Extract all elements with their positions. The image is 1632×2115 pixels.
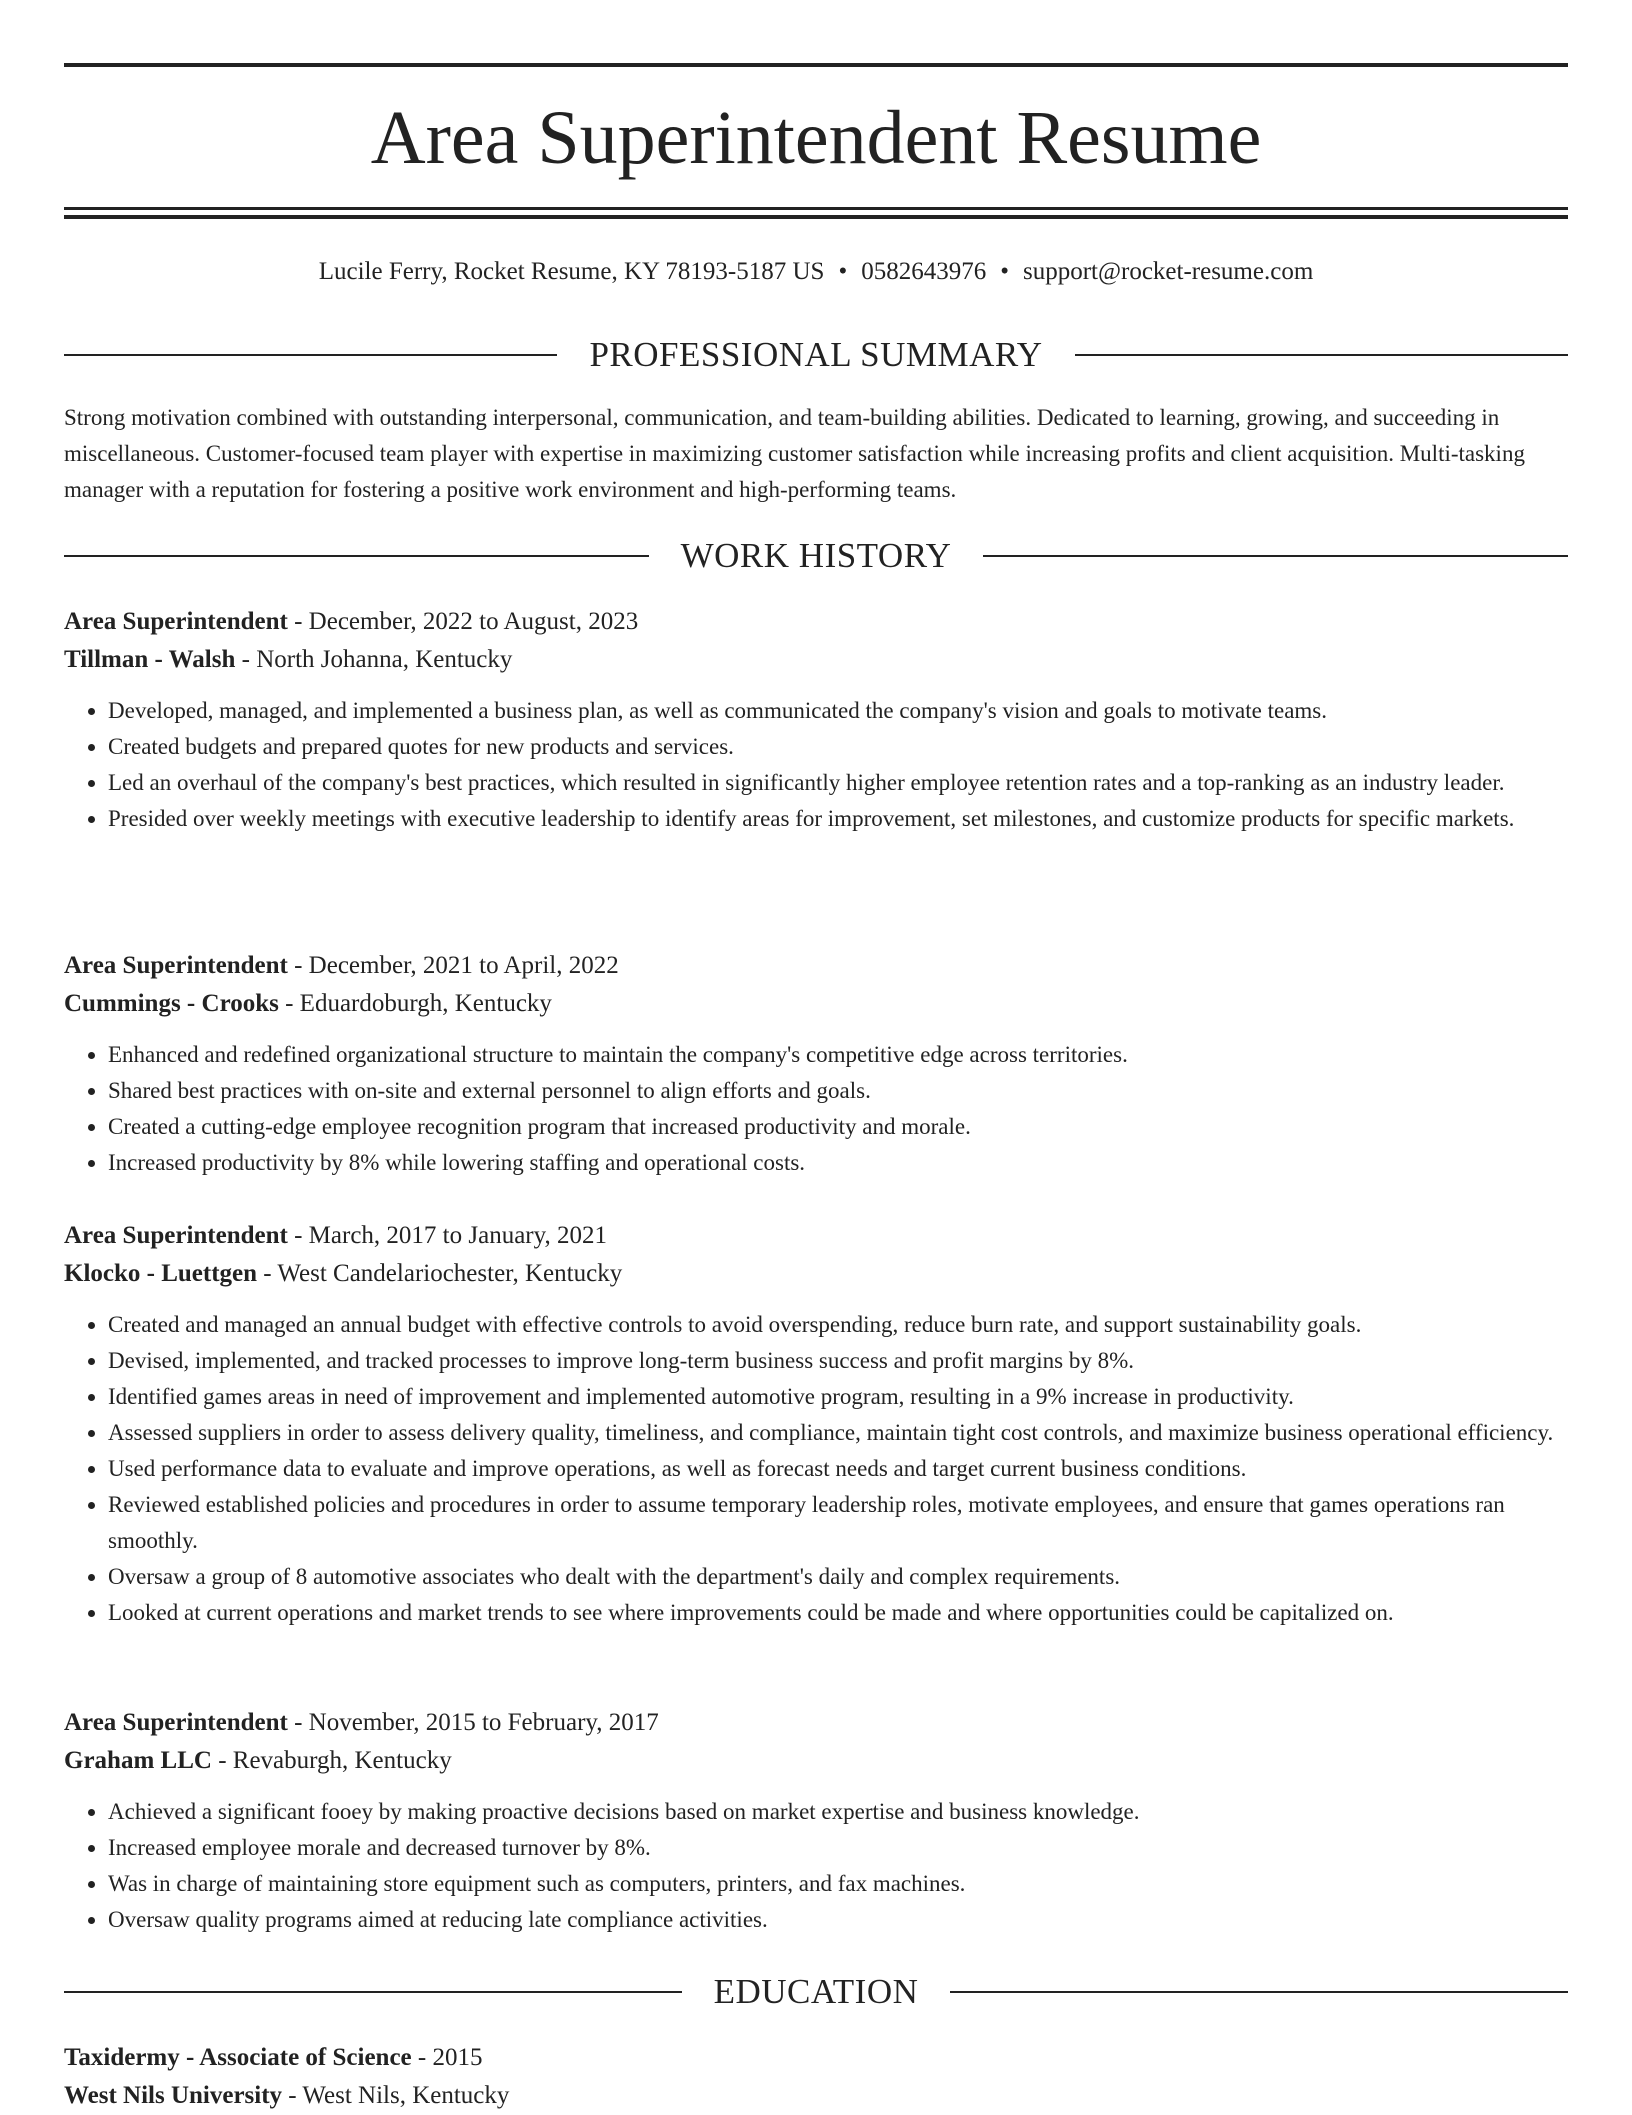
job-dates: - November, 2015 to February, 2017 — [287, 1709, 659, 1736]
heading-rule-right — [983, 555, 1568, 557]
education-heading — [64, 1970, 1568, 2014]
job-bullet: • Led an overhaul of the company's best practices, which resulted in significantly higher employee retention rates and a top-ranking as an industry leader. — [108, 765, 1568, 801]
job-bullet: • Created and managed an annual budget with effective controls to avoid overspending, reduce burn rate, and support sustainability goals. — [108, 1307, 1568, 1343]
heading-rule-left — [64, 354, 557, 356]
heading-rule-right — [1075, 354, 1568, 356]
job-location: - Revaburgh, Kentucky — [211, 1747, 452, 1774]
education-school-line — [64, 2077, 1568, 2115]
job-dates: - December, 2022 to August, 2023 — [287, 608, 639, 635]
summary-text: Strong motivation combined with outstanding interpersonal, communication, and team-building abilities. Dedicated to learning, growing, and succeeding in miscellaneous. Customer-focused team player with expertise in maximizing customer satisfaction while increasing profits and client acquisition. Multi-tasking manager with a reputation for fostering a positive work environment and high-performing teams. — [64, 405, 1525, 502]
job-location: - North Johanna, Kentucky — [235, 646, 513, 673]
contact-address: Lucile Ferry, Rocket Resume, KY 78193-5187 US — [318, 258, 825, 285]
job-bullets — [64, 1307, 1568, 1631]
job-company: Klocko - Luettgen — [64, 1260, 258, 1287]
job-bullet: • Was in charge of maintaining store equipment such as computers, printers, and fax machines. — [108, 1866, 1568, 1902]
job-bullet: • Increased productivity by 8% while lowering staffing and operational costs. — [108, 1145, 1568, 1181]
job-bullet: • Oversaw quality programs aimed at reducing late compliance activities. — [108, 1902, 1568, 1938]
job-company: Cummings - Crooks — [64, 990, 279, 1017]
job-dates: - December, 2021 to April, 2022 — [287, 952, 619, 979]
job-bullet: • Presided over weekly meetings with executive leadership to identify areas for improvement, set milestones, and customize products for specific markets. — [108, 801, 1568, 837]
contact-phone: 0582643976 — [861, 258, 987, 285]
job-bullet: • Oversaw a group of 8 automotive associates who dealt with the department's daily and complex requirements. — [108, 1559, 1568, 1595]
job-bullet: • Reviewed established policies and procedures in order to assume temporary leadership roles, motivate employees, and ensure that games operations ran smoothly. — [108, 1487, 1568, 1559]
education-year: - 2015 — [411, 2044, 483, 2071]
education-entry — [64, 2039, 1568, 2115]
job-entry — [64, 947, 1568, 1181]
job-bullets — [64, 1794, 1568, 1938]
heading-rule-left — [64, 1991, 682, 1993]
job-title: Area Superintendent — [64, 608, 288, 635]
job-location: - Eduardoburgh, Kentucky — [278, 990, 552, 1017]
job-bullet: • Developed, managed, and implemented a business plan, as well as communicated the company's vision and goals to motivate teams. — [108, 693, 1568, 729]
job-bullets — [64, 693, 1568, 837]
title-double-rule-upper — [64, 207, 1568, 210]
job-title: Area Superintendent — [64, 1222, 288, 1249]
job-title-line — [64, 603, 1568, 641]
job-company-line — [64, 1742, 1568, 1780]
job-bullet: • Created a cutting-edge employee recognition program that increased productivity and morale. — [108, 1109, 1568, 1145]
job-location: - West Candelariochester, Kentucky — [257, 1260, 623, 1287]
contact-email: support@rocket-resume.com — [1022, 258, 1314, 285]
job-bullet: • Identified games areas in need of improvement and implemented automotive program, resulting in a 9% increase in productivity. — [108, 1379, 1568, 1415]
summary-heading-label: PROFESSIONAL SUMMARY — [589, 335, 1043, 374]
work-history-heading-label: WORK HISTORY — [680, 536, 952, 575]
education-degree-line — [64, 2039, 1568, 2077]
job-bullet: • Shared best practices with on-site and external personnel to align efforts and goals. — [108, 1073, 1568, 1109]
job-title-line — [64, 947, 1568, 985]
job-bullet: • Used performance data to evaluate and improve operations, as well as forecast needs and target current business conditions. — [108, 1451, 1568, 1487]
job-bullet: • Enhanced and redefined organizational structure to maintain the company's competitive edge across territories. — [108, 1037, 1568, 1073]
job-title-line — [64, 1704, 1568, 1742]
job-title: Area Superintendent — [64, 1709, 288, 1736]
heading-rule-left — [64, 555, 649, 557]
job-bullet: • Created budgets and prepared quotes for new products and services. — [108, 729, 1568, 765]
job-entry — [64, 1217, 1568, 1631]
education-school: West Nils University — [64, 2082, 283, 2109]
job-dates: - March, 2017 to January, 2021 — [287, 1222, 607, 1249]
education-degree: Taxidermy - Associate of Science — [64, 2044, 412, 2071]
heading-rule-right — [950, 1991, 1568, 1993]
education-heading-label: EDUCATION — [713, 1972, 919, 2011]
job-company: Tillman - Walsh — [64, 646, 236, 673]
job-bullet: • Increased employee morale and decreased turnover by 8%. — [108, 1830, 1568, 1866]
title-double-rule-lower — [64, 215, 1568, 219]
contact-line — [64, 254, 1568, 290]
top-rule — [64, 63, 1568, 67]
job-title: Area Superintendent — [64, 952, 288, 979]
contact-separator: • — [838, 258, 848, 285]
contact-separator: • — [1000, 258, 1009, 285]
job-bullet: • Achieved a significant fooey by making proactive decisions based on market expertise and business knowledge. — [108, 1794, 1568, 1830]
job-company-line — [64, 985, 1568, 1023]
job-bullet: • Looked at current operations and market trends to see where improvements could be made and where opportunities could be capitalized on. — [108, 1595, 1568, 1631]
job-entry — [64, 1704, 1568, 1938]
job-bullets — [64, 1037, 1568, 1181]
job-company-line — [64, 641, 1568, 679]
summary-heading — [64, 333, 1568, 377]
work-history-heading — [64, 534, 1568, 578]
job-title-line — [64, 1217, 1568, 1255]
job-company: Graham LLC — [64, 1747, 212, 1774]
education-location: - West Nils, Kentucky — [282, 2082, 510, 2109]
page-title: Area Superintendent Resume — [370, 96, 1262, 180]
job-bullet: • Assessed suppliers in order to assess delivery quality, timeliness, and compliance, maintain tight cost controls, and maximize business operational efficiency. — [108, 1415, 1568, 1451]
job-entry — [64, 603, 1568, 837]
job-company-line — [64, 1255, 1568, 1293]
job-bullet: • Devised, implemented, and tracked processes to improve long-term business success and profit margins by 8%. — [108, 1343, 1568, 1379]
